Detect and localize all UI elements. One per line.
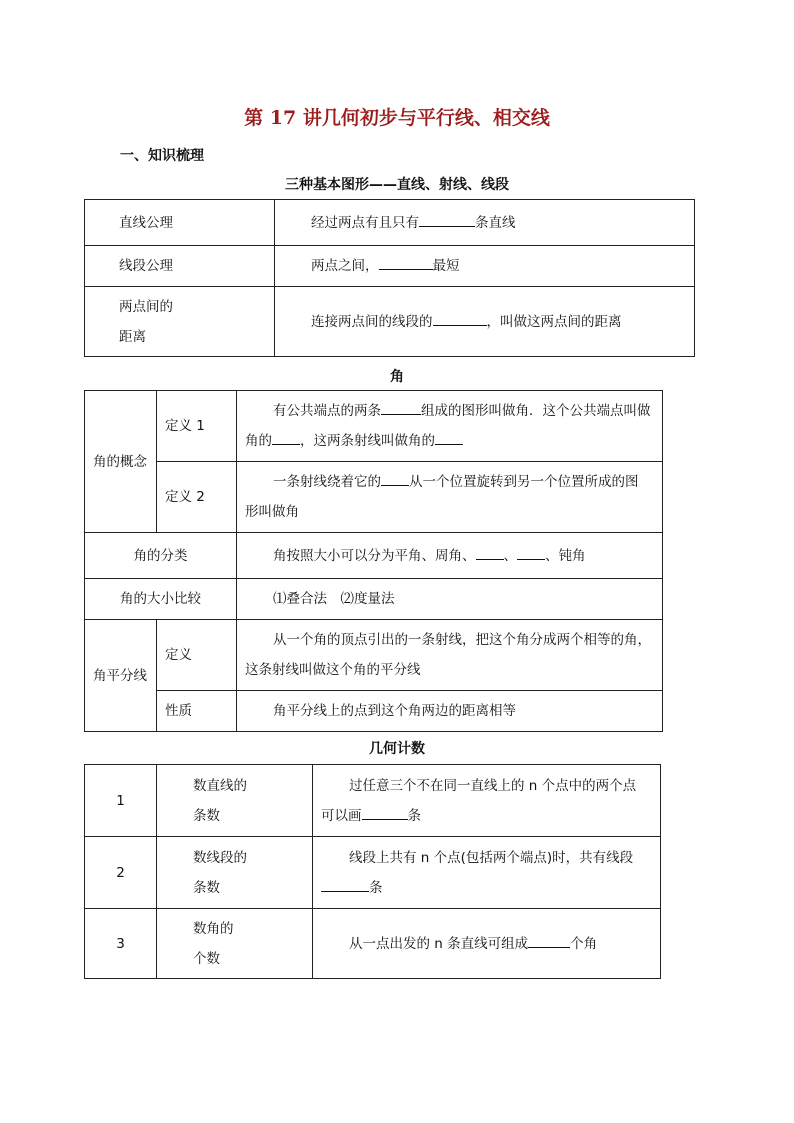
row-text: 两点之间， 最短 (275, 246, 695, 287)
row-label: 直线公理 (85, 200, 275, 246)
section-heading: 一、知识梳理 (120, 148, 204, 164)
row-label: 数线段的 条数 (157, 837, 313, 909)
fill-blank[interactable] (419, 212, 475, 227)
fill-blank[interactable] (476, 545, 504, 560)
fill-blank[interactable] (381, 400, 421, 415)
angle-table (84, 390, 663, 732)
row-label: 两点间的 距离 (85, 287, 275, 357)
row-label: 定义 2 (157, 462, 237, 533)
row-text: 从一点出发的 n 条直线可组成 个角 (313, 909, 661, 979)
row-number: 3 (85, 909, 157, 979)
row-text: 线段上共有 n 个点(包括两个端点)时，共有线段 条 (313, 837, 661, 909)
row-text: 过任意三个不在同一直线上的 n 个点中的两个点 可以画 条 (313, 765, 661, 837)
lesson-title: 第 17 讲几何初步与平行线、相交线 (244, 107, 550, 129)
angle-bisector-label: 角平分线 (85, 620, 157, 732)
row-text: 从一个角的顶点引出的一条射线，把这个角分成两个相等的角， 这条射线叫做这个角的平分线 (237, 620, 663, 691)
table-row (85, 287, 695, 357)
angle-concept-label: 角的概念 (85, 391, 157, 533)
row-label: 角的大小比较 (85, 579, 237, 620)
table-row (85, 620, 663, 691)
table-row (85, 246, 695, 287)
row-label: 线段公理 (85, 246, 275, 287)
fill-blank[interactable] (272, 430, 300, 445)
table3-caption: 几何计数 (369, 741, 425, 757)
row-text: 有公共端点的两条 组成的图形叫做角．这个公共端点叫做 角的 ，这两条射线叫做角的 (237, 391, 663, 462)
row-text: 经过两点有且只有 条直线 (275, 200, 695, 246)
fill-blank[interactable] (435, 430, 463, 445)
table-row (85, 579, 663, 620)
fill-blank[interactable] (517, 545, 545, 560)
row-label: 数角的 个数 (157, 909, 313, 979)
table-row (85, 909, 661, 979)
table2-caption: 角 (390, 369, 404, 385)
row-text: 角平分线上的点到这个角两边的距离相等 (237, 691, 663, 732)
fill-blank[interactable] (321, 877, 369, 892)
row-text: ⑴叠合法 ⑵度量法 (237, 579, 663, 620)
row-label: 定义 1 (157, 391, 237, 462)
fill-blank[interactable] (362, 805, 408, 820)
basic-figures-table (84, 199, 695, 357)
table-row (85, 391, 663, 462)
row-label: 数直线的 条数 (157, 765, 313, 837)
fill-blank[interactable] (379, 255, 433, 270)
geometry-counting-table (84, 764, 661, 979)
row-text: 连接两点间的线段的 ，叫做这两点间的距离 (275, 287, 695, 357)
fill-blank[interactable] (433, 311, 487, 326)
fill-blank[interactable] (528, 933, 570, 948)
table1-caption: 三种基本图形——直线、射线、线段 (285, 177, 509, 193)
row-number: 2 (85, 837, 157, 909)
fill-blank[interactable] (381, 471, 409, 486)
table-row (85, 691, 663, 732)
table-row (85, 462, 663, 533)
row-label: 定义 (157, 620, 237, 691)
table-row (85, 200, 695, 246)
table-row (85, 533, 663, 579)
table-row (85, 765, 661, 837)
row-text: 一条射线绕着它的 从一个位置旋转到另一个位置所成的图 形叫做角 (237, 462, 663, 533)
row-number: 1 (85, 765, 157, 837)
table-row (85, 837, 661, 909)
row-label: 角的分类 (85, 533, 237, 579)
row-label: 性质 (157, 691, 237, 732)
row-text: 角按照大小可以分为平角、周角、 、 、钝角 (237, 533, 663, 579)
